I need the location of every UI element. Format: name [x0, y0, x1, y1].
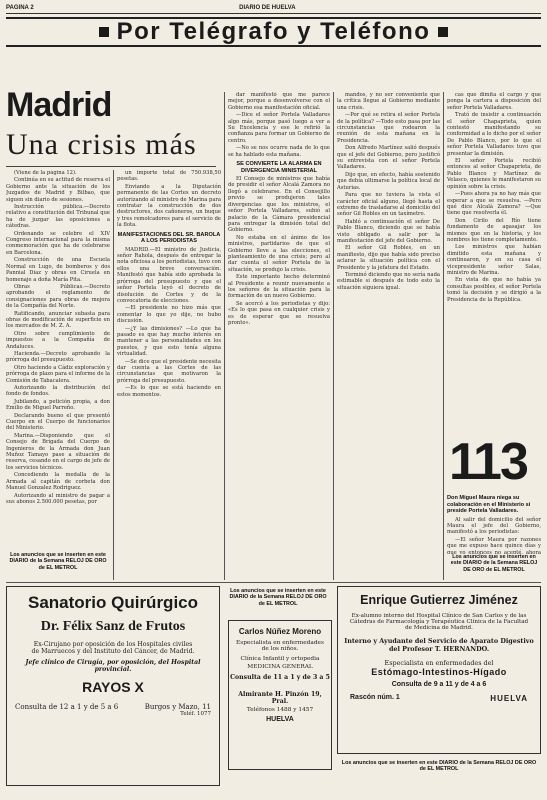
ad-phone: Teléfonos 1488 y 1457 [246, 707, 314, 713]
ad-doctor: Dr. Félix Sanz de Frutos [40, 619, 186, 634]
paragraph: —Pues ahora ya no hay más que esperar a que se resuelva. —Pero qué dice Alcalá Zamora? —Que tiene que resolverla él. [447, 191, 541, 217]
subheading: Don Miguel Maura niega su colaboración en el Ministerio si preside Portela Valladares. [447, 495, 531, 514]
paragraph: Jubilando, a petición propia, a don Emilio de Miguel Parreño. [6, 398, 110, 412]
paragraph: Enviando a la Diputación permanente de las Cortes un decreto autorizando al ministro de Marina para contratar la construcción de dos destructores, dos cañoneros, un buque y tres remolcadores para el servicio de la flota. [117, 183, 221, 229]
ad-line: del Profesor T. HERNANDO. [388, 645, 490, 653]
paragraph: No estaba en el ánimo de los ministros, partidarios de que el Gobierno lleve a las elecciones, el planteamiento de una crisis; pero al dar cuenta el señor Portela de la situación, se produjo la crisis. [228, 234, 330, 273]
paragraph: Instrucción pública.—Decreto relativo a constitución del Tribunal que ha de juzgar las oposiciones a cátedras. [6, 204, 110, 230]
subheading: MANIFESTACIONES DEL SR. BAROLA A LOS PERIODISTAS [117, 231, 221, 245]
paragraph: Declarando bueno el que presentó Cuerpo en el Cuerpo de funcionarios del Ministerio. [6, 412, 110, 432]
paragraph: Se acercó a los periodistas y dijo: «Es lo que pasa en cualquier crisis y es de esperar que se resuelva pronto». [228, 300, 330, 326]
ad-title: Sanatorio Quirúrgico [27, 593, 199, 612]
paragraph: Para que no tuviera la vista el carácter oficial alguno, llegó hasta el extremo de trasladarse al domicilio del señor Gil Robles en un taxímetro. [337, 192, 440, 218]
paragraph: Continúa en su actitud de reserva el Gobierno ante la situación de los Juzgados de Madrid y Bilbao, que siguen sin diario de sesiones. [6, 177, 110, 203]
ad-footer [338, 688, 540, 703]
ad-footer [7, 695, 219, 717]
column-rule [113, 170, 114, 580]
article-113 [447, 492, 541, 554]
paragraph: cas que dimita el cargo y que ponga la cartera a disposición del señor Portela Valladares. [447, 92, 541, 111]
paragraph: un importe total de 750.938,50 pesetas. [117, 170, 221, 183]
paragraph: Autorizando al ministro de pagar a sus abonos 2.500.000 pesetas, por [6, 492, 110, 505]
banner-left-mark [99, 27, 109, 37]
section-banner [6, 17, 541, 47]
paragraph: Autorizando la distribución del fondo de fondos. [6, 385, 110, 398]
ad-line: de Marruecos y del Instituto del Cáncer, de Madrid. [31, 648, 195, 655]
column-rule [443, 92, 444, 580]
ad-name: Carlos Núñez Moreno [238, 627, 322, 636]
banner-right-mark [438, 27, 448, 37]
headline-rule [6, 166, 216, 167]
ad-line: Clínica Infantil y ortopedia [240, 656, 320, 662]
ad-line: MEDICINA GENERAL [247, 664, 313, 670]
promo-box: Los anuncios que se inserten en este DIARIO de la Semana RELOJ DE ORO de EL METROL [229, 588, 327, 607]
column-rule [333, 92, 334, 580]
paragraph: Los ministros que habían dimitido esta mañana y continuaron, y en su casa el vicepresidente señor Salas, ministro de Marina. [447, 244, 541, 276]
article-column-4 [337, 92, 440, 578]
paragraph: —No se nos ocurre nada de lo que se ha hablado esta mañana. [228, 145, 330, 158]
ad-address-block [145, 703, 211, 717]
paragraph: Don Cirilo del Río tiene fundamento de agasajar los mismos que en la historia, y los nombres les tiene completamente. [447, 217, 541, 243]
ad-line: de Medicina de Madrid. [405, 625, 473, 631]
subheading: SE CONVIERTE LA ALARMA EN DIVERGENCIA MINISTERIAL [236, 161, 322, 174]
ad-line: Interno y Ayudante del Servicio de Aparato Digestivo [344, 637, 534, 645]
paragraph: El señor Portela recibió entonces al señor Chapaprieta, de Pablo Blanco y Martínez de Velasco, quienes le manifestaron su opinión sobre la crisis. [447, 158, 541, 190]
ad-hours: Consulta de 9 a 11 y de 4 a 6 [391, 681, 487, 688]
paragraph: Dijo que, en efecto, había sostenido que debía ultimarse la política local de Asturias. [337, 171, 440, 191]
promo-box: Los anuncios que se inserten en este DIARIO de la Semana RELOJ DE ORO de EL METROL [9, 552, 107, 571]
paragraph: Otro sobre cumplimiento de impuestos a la Compañía de Andaluces. [6, 330, 110, 350]
section-rule [6, 582, 541, 583]
paragraph: —Dice el señor Portela Valladares algo más, porque pasó luego a ver a Su Excelencia y ese le refirió la confianza para formar un Gobierno de centro. [228, 112, 330, 144]
banner-title: Por Telégrafo y Teléfono [116, 18, 431, 45]
paragraph: dar manifestó que me parece mejor, porque a desenvolverse con el Gobierno esa manifestación oficial. [228, 92, 330, 111]
ad-address: Almirante H. Pinzón 19, Pral. [238, 691, 322, 705]
paragraph: Hacienda.—Decreto aprobando la prórroga del presupuesto. [6, 350, 110, 364]
item-number: 113 [449, 433, 527, 491]
paragraph: Ratificando, anunciar subasta para obras de modificación de superficie en los mercados de M. Z. A. [6, 310, 110, 330]
page-number: PAGINA 2 [6, 4, 34, 11]
ad-phone: Teléf. 1077 [180, 711, 211, 717]
paragraph: —El señor Maura por razones que me expuso hace quince días y que yo entonces no acepté, ahora [447, 536, 541, 554]
paragraph: Concediendo la medalla de la Armada al capitán de corbeta don Manuel Gonzalez Rodriguez. [6, 472, 110, 492]
promo-box: Los anuncios que se inserten en este DIARIO de la Semana RELOJ DE ORO de EL METROL [341, 760, 537, 773]
article-column-1 [6, 170, 110, 550]
ad-line: Jefe clínico de Cirugía, por oposición, del Hospital provincial. [25, 659, 201, 673]
ad-name: Enrique Gutierrez Jiménez [360, 593, 518, 607]
paragraph: Construcción de una Escuela Normal en Lugo, de bomberos y dos Pannial Diaz y obras en Ciruela en homenaje a doña María Pita. [6, 257, 110, 283]
paragraph: El Consejo de ministros que había de presidir el señor Alcalá Zamora no llegó a celebrarse. En el Consejillo previo se produjeron tales divergencias que los ministros, el señor Portela Valladares, subió al palacio de la Cámara presidencial para entregar la dimisión total del Gobierno. [228, 176, 330, 234]
masthead [6, 2, 541, 14]
article-column-2 [117, 170, 221, 578]
column-rule [224, 92, 225, 580]
article-column-5 [447, 92, 541, 432]
paragraph: Al salir del domicilio del señor Maura el jefe del Gobierno, manifestó a los periodistas: [447, 516, 541, 536]
paragraph: Ordenando se celebre el XIV Congreso internacional para la misma conmemoración que ha de celebrarse en Barcelona. [6, 230, 110, 256]
paragraph: El señor Gil Robles, en un manifiesto, dijo que había sido preciso aclarar la situación política con el Presidente y la jefatura del Estado. [337, 245, 440, 271]
paragraph: —Por qué se retira el señor Portela de la política? —Todo esto pasa por las circunstancias que rodearon la reunión de esta mañana en la Presidencia. [337, 112, 440, 144]
headline-city: Madrid [6, 86, 112, 124]
ad-line: Ex-alumno interno del Hospital Clínico de San Carlos y de las [351, 613, 527, 619]
newspaper-title: DIARIO DE HUELVA [239, 4, 296, 11]
paragraph: Terminó diciendo que no sería nada estimable si después de todo esto la situación siguiera igual. [337, 271, 440, 291]
paragraph: Trató de insistir a continuación el señor Chapaprieta, quien contestó manifestando su conformidad a lo dicho por el señor De Pablo Blanco, por lo que el señor Portela Valladares tuvo que presentar la dimisión. [447, 112, 541, 157]
ad-enrique-gutierrez [337, 586, 541, 754]
promo-box: Los anuncios que se inserten en este DIARIO de la Semana RELOJ DE ORO de EL METROL [450, 554, 538, 573]
paragraph: MADRID.—El ministro de Justicia, señor Rahola, después de entregar la nota oficiosa a los periodistas, tuvo con ellos una breve conversación. Manifestó que había sido aprobada la prórroga del presupuesto y que el señor Portela leyó el decreto de disolución de Cortes y de la convocatoria de elecciones. [117, 246, 221, 304]
ad-hours: Consulta de 11 a 1 y de 3 a 5 [230, 674, 330, 681]
paragraph: mandos, y no ser conveniente que la crítica llegue al Gobierno mediante una crisis. [337, 92, 440, 111]
ad-address: Rascón núm. 1 [350, 694, 400, 701]
paragraph: —El presidente no hizo más que comentar lo que yo dije, no hubo discusión. [117, 305, 221, 325]
ad-line: Especialista en enfermedades de los niños. [236, 640, 324, 652]
paragraph: Obras Públicas.—Decreto aprobando el reglamento de consignaciones para obras de mejora de la Compañía del Norte. [6, 283, 110, 310]
ad-line: Cátedras de Farmacología y Terapéutica Clínica de la Facultad [349, 619, 529, 625]
article-column-3 [228, 92, 330, 578]
headline-title: Una crisis más [6, 128, 197, 161]
ad-line: Especialista en enfermedades del [384, 659, 494, 667]
paragraph: —¿Y las dimisiones? —Lo que ha pasado es que hay mucho interés en mantener a las personalidades en los puestos, y que esto tenía alguna virtualidad. [117, 325, 221, 358]
paragraph: Don Alfredo Martínez salió después que el jefe del Gobierno, pero justificó su entrevista con el señor Portela Valladares. [337, 145, 440, 171]
ad-rays: RAYOS X [82, 679, 144, 695]
paragraph: —Se dice que el presidente necesita dar cuenta a las Cortes de las circunstancias que motivaron la prórroga del presupuesto. [117, 358, 221, 384]
paragraph: —Es lo que se está haciendo en estos momentos. [117, 385, 221, 398]
paragraph: Habló a continuación el señor De Pablo Blanco, diciendo que se había visto obligado a salir por la manifestación del jefe del Gobierno. [337, 218, 440, 244]
ad-city: HUELVA [490, 694, 528, 703]
ad-line: Ex-Cirujano por oposición de los Hospitales civiles [33, 641, 193, 648]
continuation-note: (Viene de la página 12). [14, 170, 77, 176]
ad-hours: Consulta de 12 a 1 y de 5 a 6 [15, 703, 119, 711]
ad-specialty: Estómago-Intestinos-Hígado [371, 667, 507, 677]
paragraph: En vista de que no había ya consultas posibles, el señor Portela tomó la decisión y se dirigió a la Presidencia de la República. [447, 277, 541, 303]
ad-city: HUELVA [266, 716, 294, 723]
ad-carlos-nunez [228, 620, 332, 770]
ad-address: Burgos y Mazo, 11 [144, 703, 211, 711]
ad-sanatorio [6, 586, 220, 786]
paragraph: Marina.—Disponiendo que el Consejo de Brigada del Cuerpo de Ingenieros de la Armada don Juan Muñoz Tamayo pase a situación de reserva, cesando en el cargo de jefe de los servicios técnicos. [6, 432, 110, 471]
paragraph: Otro haciendo a Cádiz exploración y prórroga de plazo para el informe de la Comisión de Tabacalera. [6, 364, 110, 384]
paragraph: Este importante hecho determinó al Presidente a reunir nuevamente a los señores de la situación para la formación de un nuevo Gobierno. [228, 274, 330, 300]
